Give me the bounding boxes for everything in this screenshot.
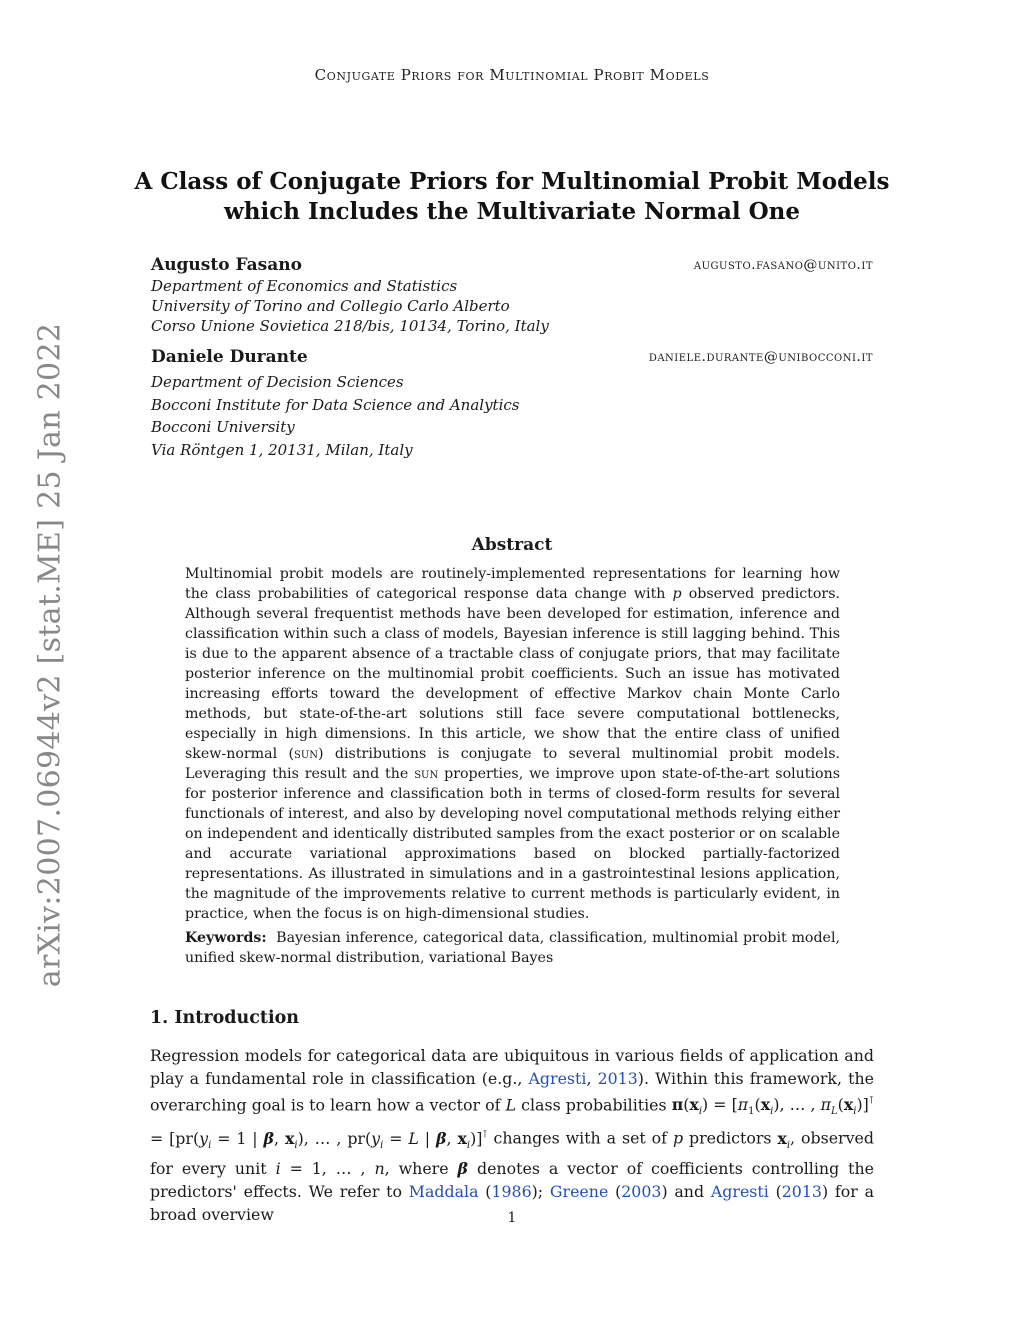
affiliation-line: Bocconi University bbox=[151, 418, 295, 436]
intro-text: predictors bbox=[683, 1128, 778, 1148]
keywords bbox=[185, 928, 840, 968]
citation-link[interactable]: Agresti bbox=[528, 1069, 587, 1088]
intro-text: denotes a vector of coefficients controlling the predictors' effects. We refer to bbox=[150, 1158, 874, 1201]
abstract-heading: Abstract bbox=[471, 535, 553, 555]
math-xi: $x_i$ bbox=[777, 1128, 791, 1151]
affiliation-line: Via Röntgen 1, 20131, Milan, Italy bbox=[151, 440, 413, 459]
intro-text: class probabilities bbox=[516, 1095, 672, 1115]
abstract-text: observed predictors. Although several frequentist methods have been developed for estimation, inference and classification within such a class of models, Bayesian inference is still lagging behind. This is due to the apparent absence of a tractable class of conjugate priors, that may facilitate posterior inference on the multinomial probit coefficients. Such an issue has motivated increasing efforts toward the development of effective Markov chain Monte Carlo methods, but state-of-the-art solutions still face severe computational bottlenecks, especially in high dimensions. In this article, we show that the entire class of unified skew-normal ( bbox=[185, 586, 840, 762]
affiliation-line: Corso Unione Sovietica 218/bis, 10134, Torino, Italy bbox=[151, 317, 549, 335]
title-line-2: which Includes the Multivariate Normal One bbox=[223, 198, 801, 225]
introduction-body: Regression models for categorical data are ubiquitous in various fields of application and play a fundamental role in classification (e.g., Agresti, 2013). Within this framework, the overarching goal is to learn how a vector of L class probabilities $\pi(x_i) = [\pi_1(x_i)$, … , $\pi_L(x_i)]^⊺ = [pr(y_i = 1$ | β, $x_i$), … , $pr(y_i = L$ | β, $x_i)]^⊺$ changes with a set of p predictors $x_i$, observed for every unit i = 1, … , n, where β denotes a vector of coefficients controlling the predictors' effects. We refer to Maddala (1986); Greene (2003) and Agresti (2013) for a broad overview bbox=[150, 1046, 874, 1224]
math-unit-range: i = 1, … , n bbox=[275, 1158, 385, 1178]
abstract-text: ) distributions is conjugate to several multinomial probit models. Leveraging this result and the bbox=[185, 746, 840, 782]
intro-text: , where bbox=[384, 1158, 458, 1178]
affiliation-line: Department of Decision Sciences bbox=[151, 373, 404, 391]
affiliation-line: University of Torino and Collegio Carlo Alberto bbox=[151, 297, 510, 315]
citation-link[interactable]: 1986 bbox=[491, 1181, 532, 1201]
abstract-body bbox=[185, 564, 840, 968]
citation-link[interactable]: Agresti bbox=[710, 1181, 769, 1201]
author-affiliation-1 bbox=[151, 276, 549, 336]
math-class-probabilities: $\pi(x_i) = [\pi_1(x_i)$, … , $\pi_L(x_i)]^⊺ = [pr(y_i = 1$ | β, $x_i$), … , $pr(y_i = L$ | β, $x_i)]^⊺$ bbox=[150, 1095, 874, 1151]
title-line-1: A Class of Conjugate Priors for Multinomial Probit Models bbox=[134, 168, 890, 195]
citation-link[interactable]: Maddala bbox=[408, 1181, 479, 1201]
intro-text: ). Within this framework, the overarching goal is to learn how a vector of bbox=[150, 1069, 874, 1115]
math-beta: β bbox=[457, 1158, 469, 1178]
author-email-1[interactable]: augusto.fasano@unito.it bbox=[693, 257, 873, 273]
intro-text: , bbox=[586, 1069, 598, 1088]
abstract-p-variable: p bbox=[672, 586, 682, 602]
citation-link[interactable]: 2003 bbox=[621, 1181, 662, 1201]
page-number: 1 bbox=[507, 1210, 517, 1226]
paper-title bbox=[112, 167, 912, 227]
intro-text: and bbox=[674, 1181, 705, 1201]
intro-text: , observed for every unit bbox=[150, 1128, 874, 1178]
affiliation-line: Department of Economics and Statistics bbox=[151, 277, 458, 295]
author-email-2[interactable]: daniele.durante@unibocconi.it bbox=[648, 349, 873, 365]
section-heading: 1. Introduction bbox=[150, 1008, 299, 1028]
keywords-label: Keywords: bbox=[185, 930, 267, 946]
intro-text: for a broad overview bbox=[150, 1181, 874, 1224]
intro-text: changes with a set of bbox=[487, 1128, 673, 1148]
abstract-text: properties, we improve upon state-of-the-art solutions for posterior inference and classification both in terms of closed-form results for several functionals of interest, and also by developing novel computational methods relying either on independent and identically distributed samples from the exact posterior or on scalable and accurate variational approximations based on blocked partially-factorized representations. As illustrated in simulations and in a gastrointestinal lesions application, the magnitude of the improvements relative to current methods is particularly evident, in practice, when the focus is on high-dimensional studies. bbox=[185, 766, 840, 922]
sun-acronym: sun bbox=[414, 766, 439, 782]
intro-text: Regression models for categorical data are ubiquitous in various fields of application and play a fundamental role in classification (e.g., bbox=[150, 1046, 874, 1088]
math-L: L bbox=[505, 1095, 517, 1115]
math-p: p bbox=[672, 1128, 684, 1148]
abstract-text: Multinomial probit models are routinely-implemented representations for learning how the class probabilities of categorical response data change with bbox=[185, 566, 840, 602]
sun-acronym: sun bbox=[294, 746, 319, 762]
citation-link[interactable]: 2013 bbox=[781, 1181, 822, 1201]
citation-link[interactable]: Greene bbox=[549, 1181, 609, 1201]
affiliation-line: Bocconi Institute for Data Science and Analytics bbox=[151, 395, 520, 414]
keywords-list: Bayesian inference, categorical data, classification, multinomial probit model, unified skew-normal distribution, variational Bayes bbox=[185, 930, 840, 966]
author-name-2: Daniele Durante bbox=[151, 347, 308, 367]
arxiv-stamp: arXiv:2007.06944v2 [stat.ME] 25 Jan 2022 bbox=[32, 322, 68, 988]
author-affiliation-2 bbox=[151, 371, 519, 461]
author-name-1: Augusto Fasano bbox=[151, 255, 302, 275]
running-head: Conjugate Priors for Multinomial Probit Models bbox=[314, 66, 710, 84]
citation-link[interactable]: 2013 bbox=[597, 1069, 638, 1088]
